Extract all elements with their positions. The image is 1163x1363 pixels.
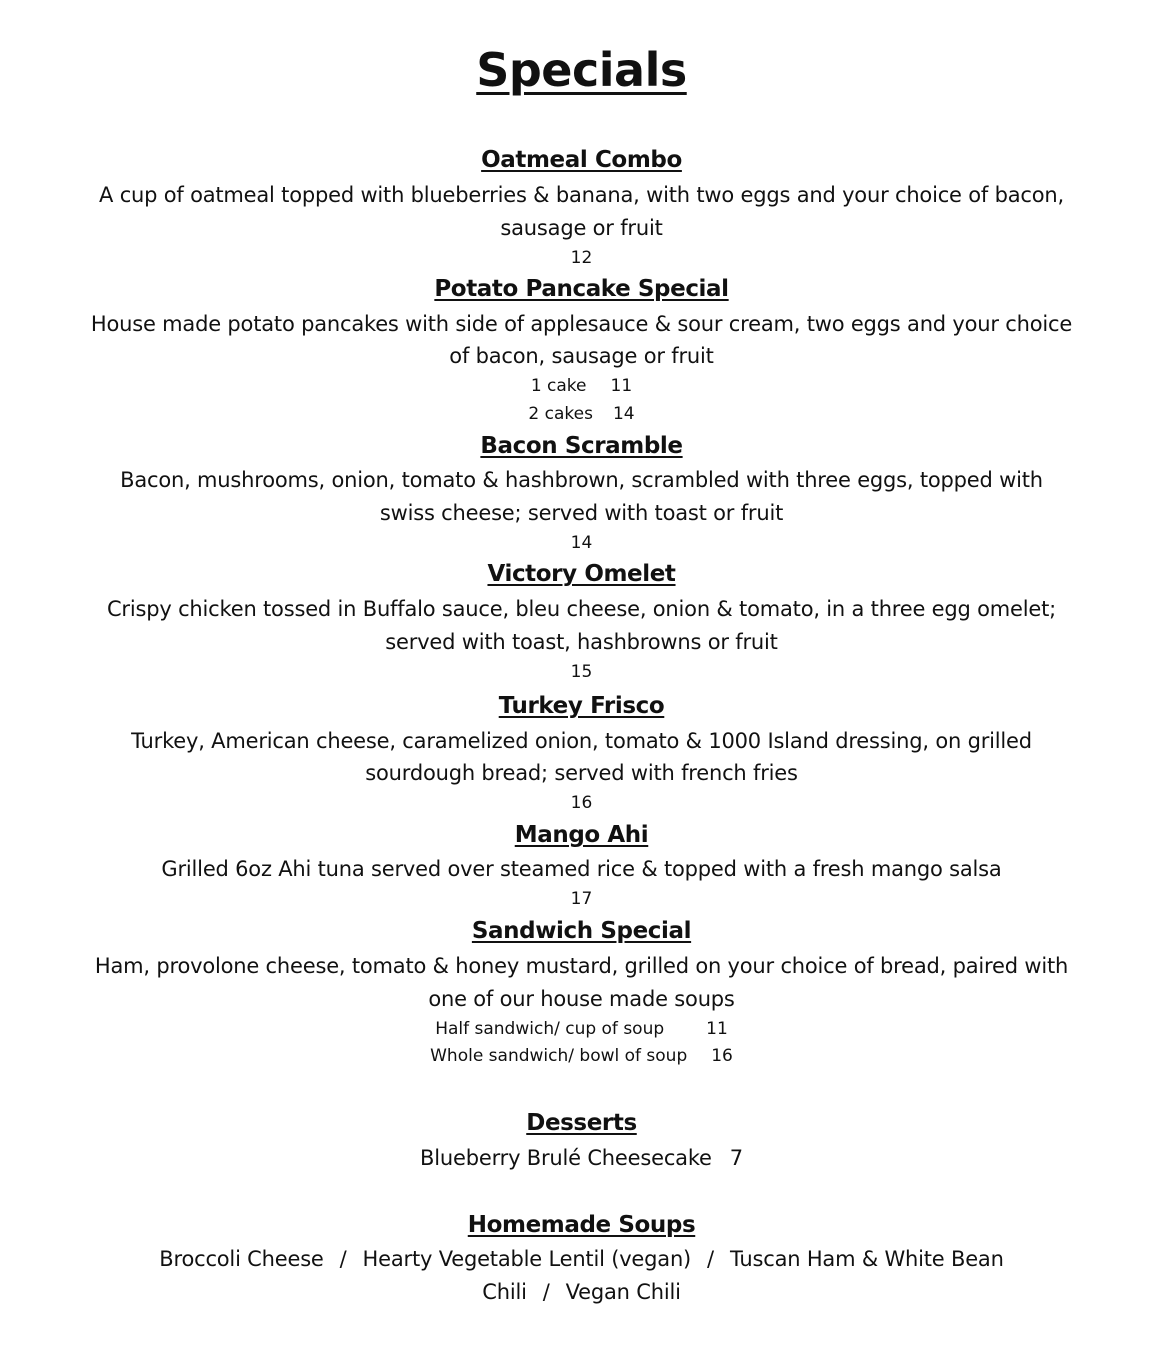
soup-item: Tuscan Ham & White Bean [729,1247,1004,1271]
dessert-name: Blueberry Brulé Cheesecake [420,1146,712,1170]
special-description-line: Bacon, mushrooms, onion, tomato & hashbrown, scrambled with three eggs, topped with [120,468,1043,492]
dessert-item [0,1144,1163,1172]
soups-list-line [0,1278,1163,1306]
special-description-line: House made potato pancakes with side of applesauce & sour cream, two eggs and your choice [90,312,1073,336]
price-option-row [0,1045,1163,1067]
special-description-line: sourdough bread; served with french fries [365,761,798,785]
soup-item: Vegan Chili [565,1280,681,1304]
price-option-value: 16 [711,1046,733,1066]
special-heading-oatmeal-combo: Oatmeal Combo [481,147,682,173]
special-description-line: Grilled 6oz Ahi tuna served over steamed rice & topped with a fresh mango salsa [161,857,1002,881]
special-heading-sandwich-special: Sandwich Special [471,918,692,944]
special-heading-bacon-scramble: Bacon Scramble [480,433,683,459]
special-price: 17 [570,889,593,909]
special-heading-potato-pancake: Potato Pancake Special [434,276,729,302]
special-heading-victory-omelet: Victory Omelet [487,561,676,587]
special-price: 15 [570,662,593,682]
price-option-label: 1 cake [530,376,587,396]
soup-separator: / [339,1247,347,1271]
special-description-line: swiss cheese; served with toast or fruit [379,501,784,525]
special-description-line: Ham, provolone cheese, tomato & honey mustard, grilled on your choice of bread, paired with [94,954,1069,978]
page-title: Specials [476,43,687,97]
special-heading-mango-ahi: Mango Ahi [514,822,649,848]
dessert-price: 7 [729,1146,743,1170]
soups-heading: Homemade Soups [467,1212,696,1238]
soup-item: Broccoli Cheese [159,1247,324,1271]
price-option-label: Whole sandwich/ bowl of soup [430,1046,688,1066]
special-description-line: A cup of oatmeal topped with blueberries & banana, with two eggs and your choice of bacon, [99,183,1064,207]
soup-item: Hearty Vegetable Lentil (vegan) [362,1247,692,1271]
special-description-line: Crispy chicken tossed in Buffalo sauce, bleu cheese, onion & tomato, in a three egg omelet; [106,597,1057,621]
special-description-line: Turkey, American cheese, caramelized onion, tomato & 1000 Island dressing, on grilled [131,729,1032,753]
price-option-label: Half sandwich/ cup of soup [435,1019,665,1039]
special-price: 14 [570,533,593,553]
soup-item: Chili [482,1280,527,1304]
soups-list-line [0,1245,1163,1273]
soup-separator: / [707,1247,714,1271]
special-description-line: of bacon, sausage or fruit [449,344,714,368]
price-option-value: 11 [610,376,633,396]
price-option-row [0,1018,1163,1040]
special-price: 16 [570,793,593,813]
price-option-value: 11 [706,1019,728,1039]
desserts-heading: Desserts [526,1110,637,1136]
price-option-value: 14 [612,404,635,424]
special-description-line: sausage or fruit [500,216,663,240]
price-option-row [0,403,1163,425]
soup-separator: / [542,1280,550,1304]
price-option-label: 2 cakes [528,404,593,424]
special-price: 12 [570,248,593,268]
price-option-row [0,375,1163,397]
special-description-line: served with toast, hashbrowns or fruit [385,630,778,654]
special-heading-turkey-frisco: Turkey Frisco [498,693,665,719]
special-description-line: one of our house made soups [428,987,735,1011]
